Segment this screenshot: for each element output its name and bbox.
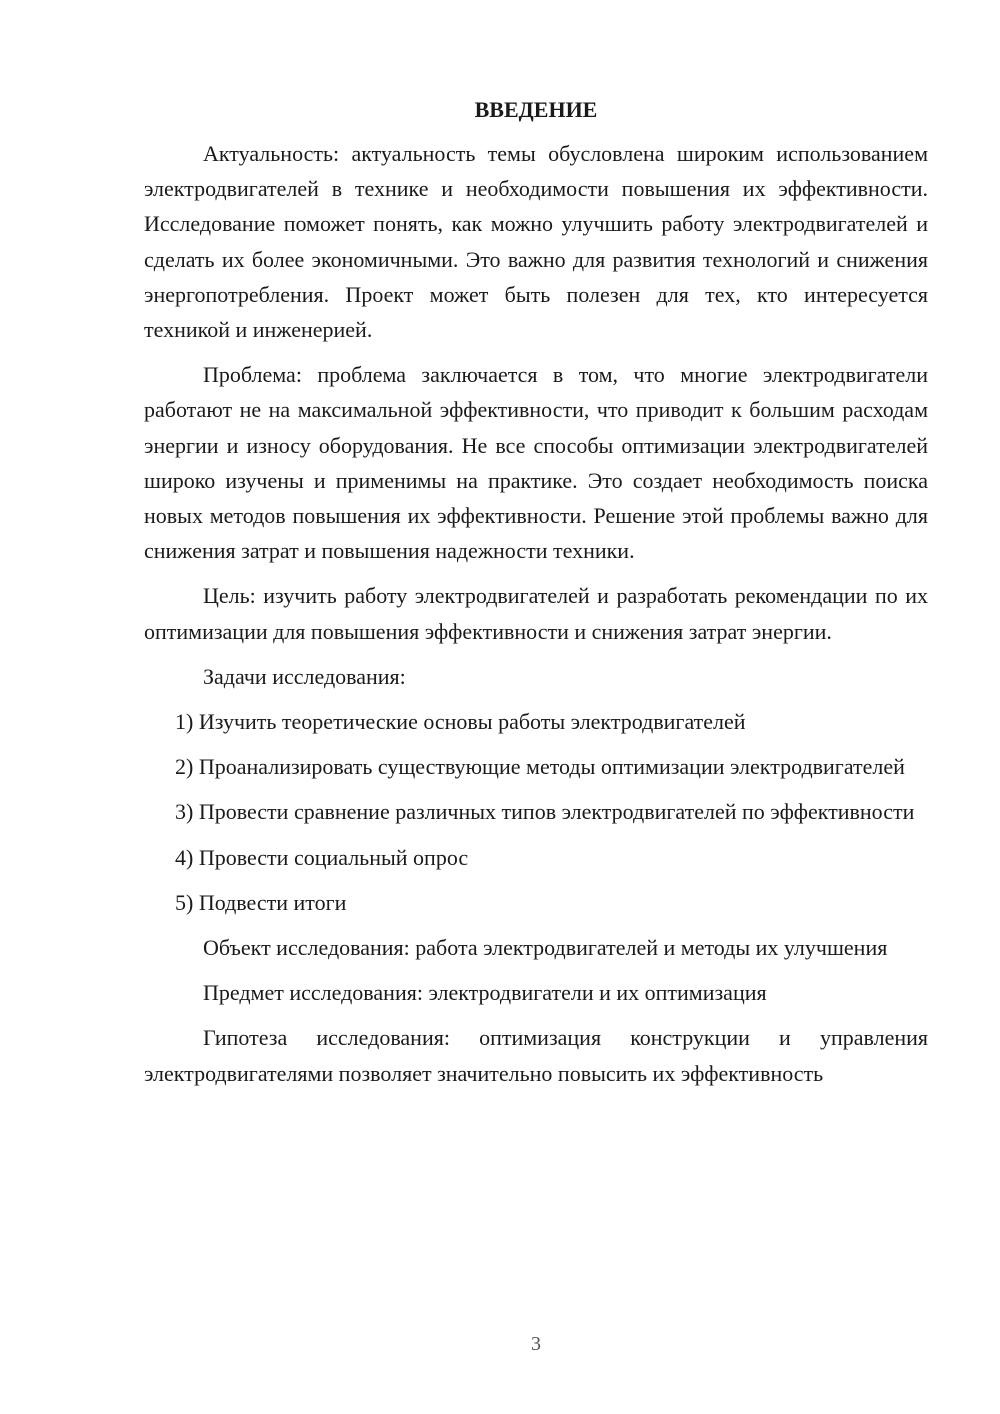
list-item: 3) Провести сравнение различных типов электродвигателей по эффективности — [175, 799, 915, 825]
list-item: 2) Проанализировать существующие методы оптимизации электродвигателей — [175, 754, 905, 780]
list-item: 4) Провести социальный опрос — [175, 844, 469, 870]
hypothesis-paragraph: Гипотеза исследования: оптимизация конструкции и управления электродвигателями позволяет значительно повысить их эффективность — [144, 1025, 928, 1086]
subject-paragraph: Предмет исследования: электродвигатели и их оптимизация — [203, 980, 767, 1006]
list-item: 5) Подвести итоги — [175, 889, 347, 915]
tasks-list — [144, 704, 928, 920]
list-item: 1) Изучить теоретические основы работы электродвигателей — [175, 709, 746, 735]
problem-paragraph: Проблема: проблема заключается в том, что многие электродвигатели работают не на максимальной эффективности, что приводит к большим расходам энергии и износу оборудования. Не все способы оптимизации электродвигателей широко изучены и применимы на практике. Это создает необходимость поиска новых методов повышения их эффективности. Решение этой проблемы важно для снижения затрат и повышения надежности техники. — [144, 362, 928, 564]
relevance-paragraph: Актуальность: актуальность темы обусловлена широким использованием электродвигателей в технике и необходимости повышения их эффективности. Исследование поможет понять, как можно улучшить работу электродвигателей и сделать их более экономичными. Это важно для развития технологий и снижения энергопотребления. Проект может быть полезен для тех, кто интересуется техникой и инженерией. — [144, 141, 928, 343]
goal-paragraph: Цель: изучить работу электродвигателей и разработать рекомендации по их оптимизации для повышения эффективности и снижения затрат энергии. — [144, 583, 928, 644]
tasks-title: Задачи исследования: — [203, 663, 406, 689]
document-page — [144, 94, 928, 1101]
page-number: 3 — [531, 1333, 541, 1355]
section-heading: ВВЕДЕНИЕ — [474, 97, 598, 122]
object-paragraph: Объект исследования: работа электродвигателей и методы их улучшения — [203, 935, 888, 961]
